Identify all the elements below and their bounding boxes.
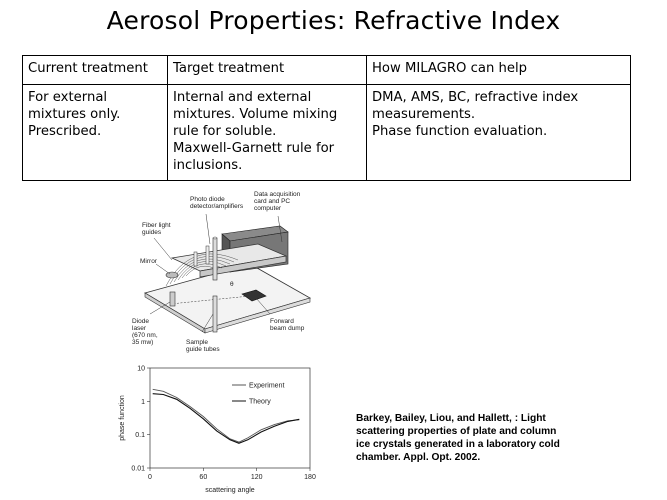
- label-line: laser: [132, 325, 147, 332]
- comparison-table: [22, 55, 631, 181]
- phase-function-chart: [119, 366, 316, 495]
- label-photo-diode: [190, 196, 244, 210]
- label-sample-tubes: [186, 339, 220, 353]
- cell-line: mixtures only.: [28, 107, 121, 122]
- label-line: Fiber light: [142, 222, 171, 229]
- cell-line: measurements.: [372, 107, 476, 122]
- cell-target-treatment: [168, 85, 367, 181]
- table-row: [23, 85, 631, 181]
- label-line: detector/amplifiers: [190, 203, 244, 210]
- label-line: Diode: [132, 318, 149, 325]
- label-line: Photo diode: [190, 196, 225, 203]
- cell-line: Prescribed.: [28, 124, 102, 139]
- caption-line: Barkey, Bailey, Liou, and Hallett, : Light: [356, 413, 546, 424]
- label-line: 35 mw): [132, 339, 154, 346]
- x-axis-ticks: [148, 468, 316, 481]
- label-line: computer: [254, 205, 282, 212]
- figure: [110, 186, 320, 500]
- legend-label: Theory: [249, 398, 271, 406]
- cell-line: DMA, AMS, BC, refractive index: [372, 90, 579, 105]
- y-tick-label: 0.01: [131, 465, 145, 473]
- detector-post: [194, 252, 197, 266]
- cell-current-treatment: [23, 85, 168, 181]
- cell-milagro-help: [367, 85, 631, 181]
- header-target-treatment: Target treatment: [168, 56, 367, 85]
- label-mirror: Mirror: [140, 258, 157, 265]
- apparatus-schematic: [132, 191, 310, 353]
- x-tick-label: 0: [148, 474, 152, 481]
- header-milagro-help: How MILAGRO can help: [367, 56, 631, 85]
- caption-line: chamber. Appl. Opt. 2002.: [356, 452, 481, 463]
- label-line: Sample: [186, 339, 209, 346]
- x-tick-label: 180: [304, 474, 316, 481]
- cell-line: Phase function evaluation.: [372, 124, 548, 139]
- caption-line: scattering properties of plate and column: [356, 426, 557, 437]
- legend-label: Experiment: [249, 382, 285, 390]
- x-tick-label: 60: [199, 474, 208, 481]
- detector-post: [206, 246, 209, 264]
- table-header-row: [23, 56, 631, 85]
- y-tick-label: 1: [141, 398, 145, 406]
- sample-tube-upper: [213, 238, 217, 280]
- cell-line: mixtures. Volume mixing: [173, 107, 338, 122]
- caption-line: ice crystals generated in a laboratory cold: [356, 439, 560, 450]
- label-fiber-guides: [142, 222, 172, 236]
- label-line: card and PC: [254, 198, 291, 205]
- cell-line: For external: [28, 90, 108, 105]
- y-tick-label: 0.1: [135, 432, 145, 440]
- label-line: beam dump: [270, 325, 305, 332]
- tube-cap: [213, 237, 217, 239]
- label-diode-laser: [132, 318, 159, 346]
- page-title: Aerosol Properties: Refractive Index: [106, 6, 561, 35]
- y-axis-ticks: [131, 366, 150, 473]
- plot-frame: [150, 368, 310, 468]
- label-beam-dump: [270, 318, 305, 332]
- x-axis-label: scattering angle: [205, 487, 255, 494]
- x-tick-label: 120: [250, 474, 263, 481]
- label-line: Forward: [270, 318, 294, 325]
- y-tick-label: 10: [137, 365, 145, 373]
- label-data-acquisition: [254, 191, 302, 212]
- label-line: Data acquisition: [254, 191, 301, 198]
- citation-caption: [356, 412, 616, 464]
- laser-body: [170, 292, 175, 306]
- cell-line: inclusions.: [173, 158, 243, 173]
- header-current-treatment: Current treatment: [23, 56, 168, 85]
- legend: [232, 383, 284, 406]
- label-line: (670 nm,: [132, 332, 158, 339]
- series-line-experiment: [153, 389, 300, 442]
- y-axis-label: phase function: [119, 395, 126, 441]
- mirror: [166, 272, 178, 278]
- sample-tube-lower: [213, 296, 217, 332]
- label-line: guide tubes: [186, 346, 220, 353]
- figure-svg: [110, 186, 320, 500]
- label-theta: θ: [230, 281, 234, 288]
- cell-line: rule for soluble.: [173, 124, 277, 139]
- cell-line: Internal and external: [173, 90, 312, 105]
- label-line: guides: [142, 229, 162, 236]
- cell-line: Maxwell-Garnett rule for: [173, 141, 335, 156]
- series-lines: [153, 389, 300, 443]
